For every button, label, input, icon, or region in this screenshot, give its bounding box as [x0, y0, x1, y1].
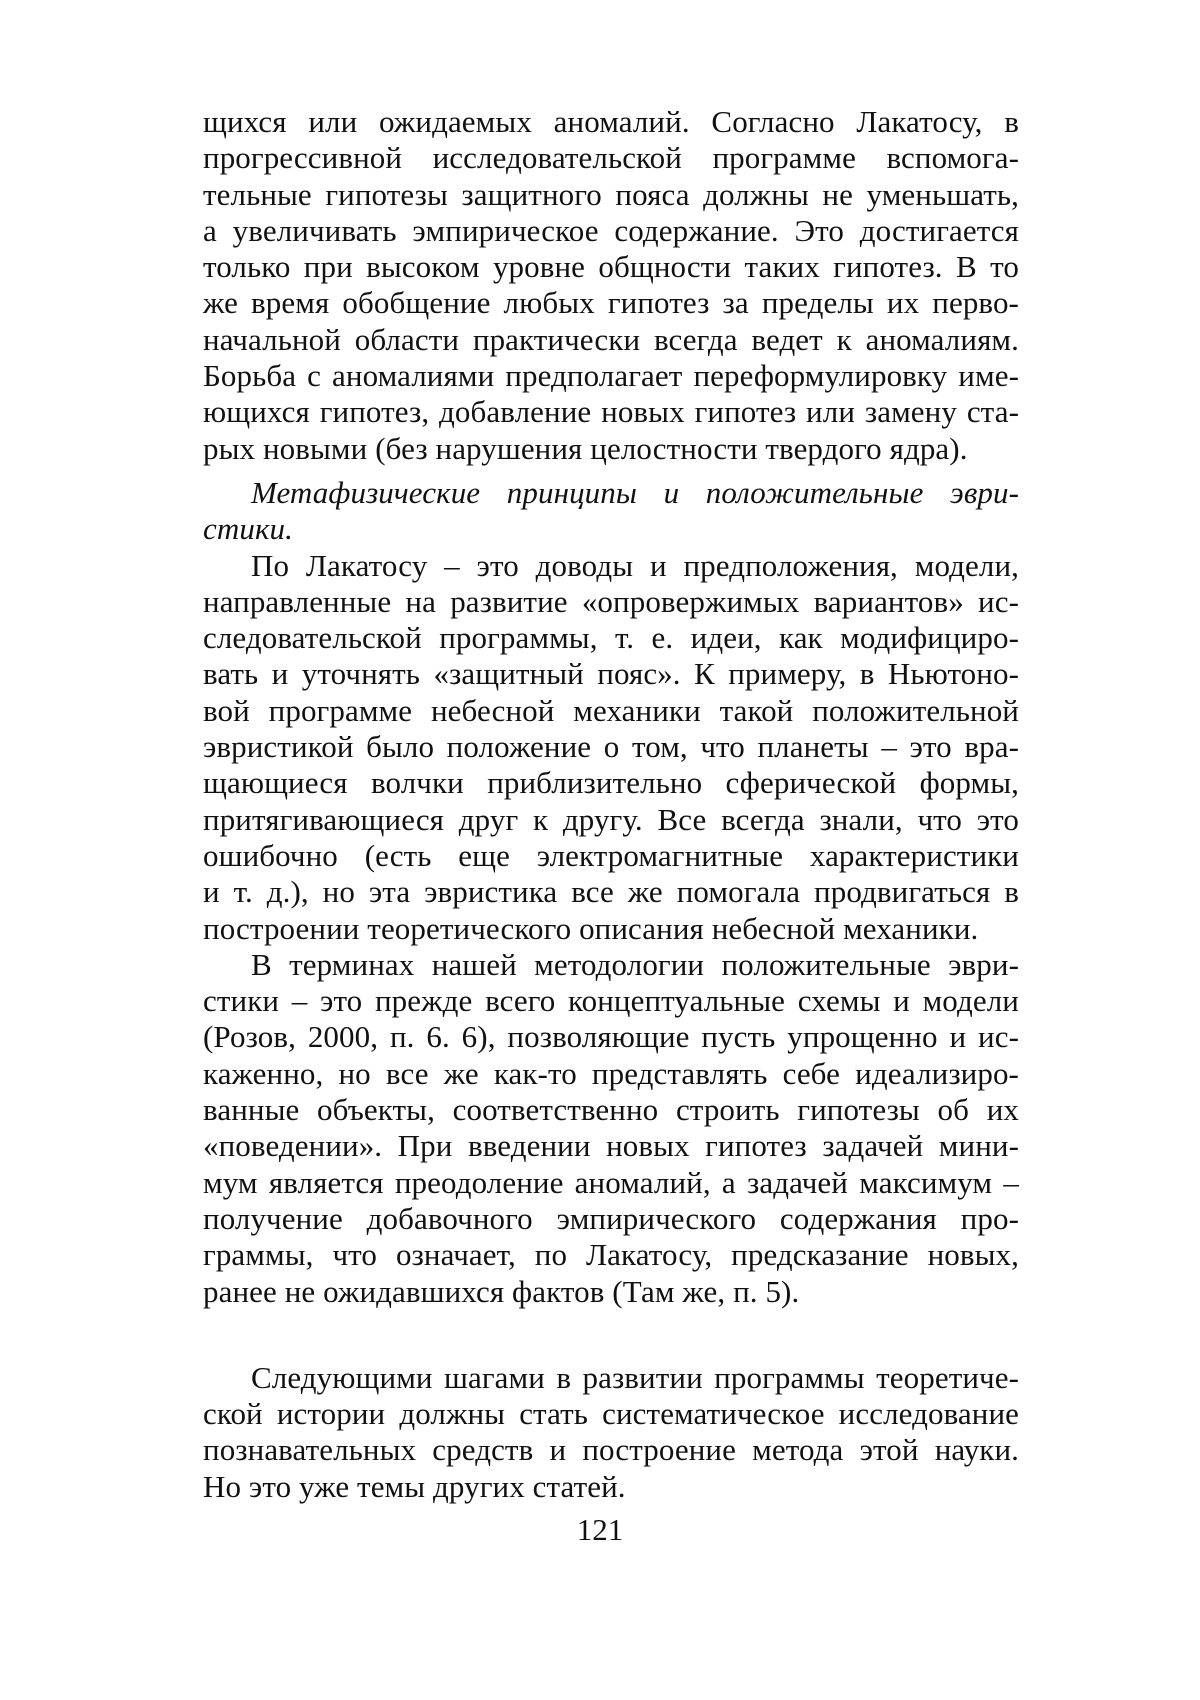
text-line: мум является преодоление аномалий, а задачей максимум – — [203, 1164, 1019, 1200]
text-line: вой программе небесной механики такой положительной — [203, 692, 1019, 728]
text-line: направленные на развитие «опровержимых вариантов» ис- — [203, 583, 1019, 619]
text-line: «поведении». При введении новых гипотез задачей мини- — [203, 1128, 1019, 1164]
text-line: получение добавочного эмпирического содержания про- — [203, 1200, 1019, 1236]
text-line: Но это уже темы других статей. — [203, 1468, 626, 1504]
text-line: построении теоретического описания небесной механики. — [203, 910, 979, 946]
paragraph-5 — [203, 1360, 1019, 1505]
text-line: щихся или ожидаемых аномалий. Согласно Лакатосу, в — [203, 104, 1019, 139]
text-line: и т. д.), но эта эвристика все же помогала продвигаться в — [203, 874, 1019, 910]
text-line: ошибочно (есть еще электромагнитные характеристики — [203, 837, 1019, 873]
text-line: рых новыми (без нарушения целостности твердого ядра). — [203, 430, 968, 466]
text-line: стики – это прежде всего концептуальные схемы и модели — [203, 983, 1019, 1019]
text-line: В терминах нашей методологии положительные эври- — [251, 946, 1019, 982]
text-line: каженно, но все же как-то представлять себе идеализиро- — [203, 1055, 1019, 1091]
text-line: граммы, что означает, по Лакатосу, предсказание новых, — [203, 1237, 1019, 1273]
text-line: вать и уточнять «защитный пояс». К примеру, в Ньютоно- — [203, 656, 1019, 692]
paragraph-1 — [203, 104, 1019, 467]
page-body — [203, 104, 1019, 1505]
text-line: По Лакатосу – это доводы и предположения, модели, — [251, 547, 1019, 583]
text-line: следовательской программы, т. е. идеи, как модифициро- — [203, 620, 1019, 656]
text-line: ранее не ожидавшихся фактов (Там же, п. 5). — [203, 1273, 800, 1309]
text-line: Следующими шагами в развитии программы теоретиче- — [251, 1359, 1019, 1395]
text-line: стики. — [203, 511, 293, 547]
text-line: Борьба с аномалиями предполагает переформулировку име- — [203, 358, 1019, 394]
section-spacer — [203, 1310, 1019, 1360]
text-line: познавательных средств и построение метода этой науки. — [203, 1432, 1019, 1468]
paragraph-4 — [203, 947, 1019, 1310]
text-line: Метафизические принципы и положительные эври- — [251, 474, 1019, 510]
text-line: (Розов, 2000, п. 6. 6), позволяющие пусть упрощенно и ис- — [203, 1019, 1019, 1055]
text-line: начальной области практически всегда ведет к аномалиям. — [203, 321, 1019, 357]
text-line: ской истории должны стать систематическое исследование — [203, 1396, 1019, 1432]
text-line: тельные гипотезы защитного пояса должны не уменьшать, — [203, 176, 1019, 212]
italic-heading — [203, 475, 1019, 548]
text-line: а увеличивать эмпирическое содержание. Это достигается — [203, 212, 1019, 248]
text-line: щающиеся волчки приблизительно сферической формы, — [203, 765, 1019, 801]
text-line: только при высоком уровне общности таких гипотез. В то — [203, 249, 1019, 285]
text-line: притягивающиеся друг к другу. Все всегда знали, что это — [203, 801, 1019, 837]
page-number: 121 — [576, 1512, 624, 1547]
paragraph-3 — [203, 548, 1019, 947]
paragraph-spacer — [203, 467, 1019, 475]
text-line: эвристикой было положение о том, что планеты – это вра- — [203, 729, 1019, 765]
text-line: же время обобщение любых гипотез за пределы их перво- — [203, 285, 1019, 321]
text-line: ванные объекты, соответственно строить гипотезы об их — [203, 1092, 1019, 1128]
text-line: ющихся гипотез, добавление новых гипотез или замену ста- — [203, 394, 1019, 430]
text-line: прогрессивной исследовательской программе вспомога- — [203, 140, 1019, 176]
